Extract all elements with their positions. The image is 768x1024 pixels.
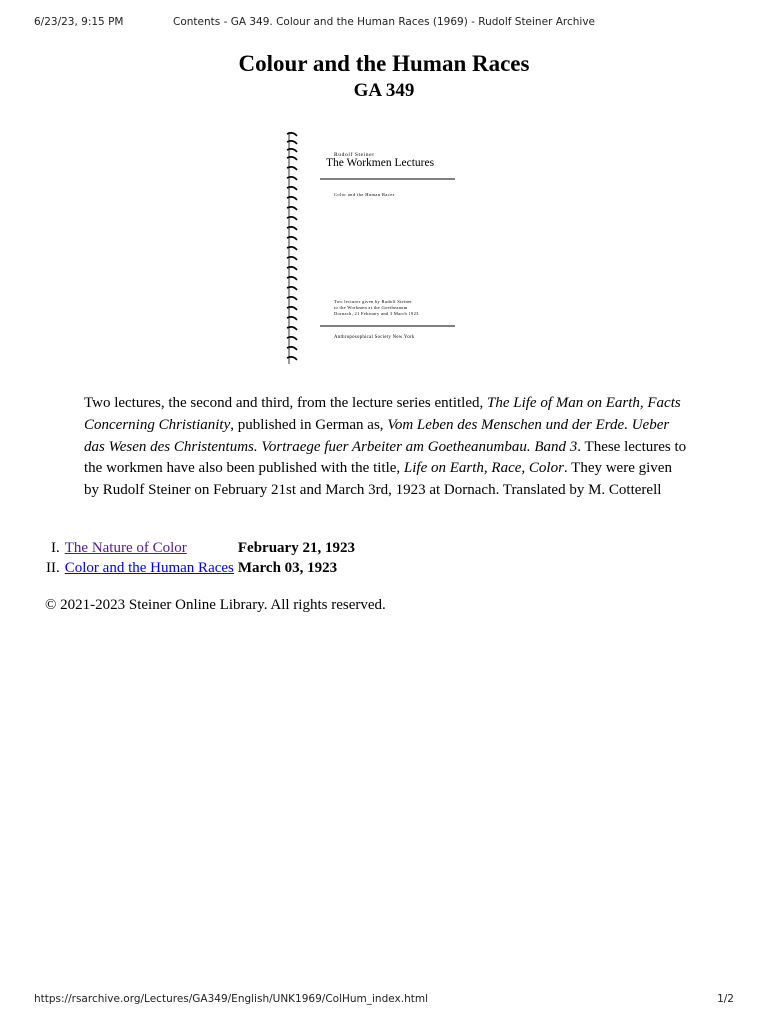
print-url: https://rsarchive.org/Lectures/GA349/English/UNK1969/ColHum_index.html xyxy=(34,993,429,1005)
lecture-number: I. xyxy=(51,540,60,556)
lecture-title-cell xyxy=(63,538,236,558)
lecture-title-cell xyxy=(63,558,236,578)
intro-series-title-en: The Life of Man on Earth, Facts Concerning Christianity xyxy=(84,395,681,433)
print-date: 6/23/23, 9:15 PM xyxy=(34,16,124,28)
intro-text-2: , published in German as, xyxy=(230,416,388,433)
lecture-link-color-and-human-races[interactable]: Color and the Human Races xyxy=(64,560,234,576)
intro-paragraph xyxy=(84,393,690,502)
intro-alt-title: Life on Earth, Race, Color xyxy=(403,460,564,477)
lecture-row xyxy=(44,538,357,558)
lecture-date: March 03, 1923 xyxy=(237,560,338,576)
cover-publisher: Anthroposophical Society New York xyxy=(334,335,415,340)
intro-series-title-de: Vom Leben des Menschen und der Erde. Ueber das Wesen des Christentums. Vortraege fuer Arbeiter am Goetheanumbau. Band 3 xyxy=(84,416,670,455)
book-cover-image xyxy=(284,128,464,368)
intro-text-3: . These lectures to the workmen have also been published with the title, xyxy=(84,438,687,477)
cover-note-line1: Two lectures given by Rudolf Steiner xyxy=(334,299,413,304)
lecture-row xyxy=(44,558,357,578)
print-page-title: Contents - GA 349. Colour and the Human Races (1969) - Rudolf Steiner Archive xyxy=(173,16,595,28)
print-footer xyxy=(34,993,734,1007)
copyright-notice: © 2021-2023 Steiner Online Library. All rights reserved. xyxy=(45,597,386,613)
page-subtitle: GA 349 xyxy=(353,80,415,101)
page-title: Colour and the Human Races xyxy=(238,51,530,76)
lecture-number: II. xyxy=(46,560,60,576)
lecture-date: February 21, 1923 xyxy=(237,540,355,556)
intro-text-4: . They were given by Rudolf Steiner on February 21st and March 3rd, 1923 at Dornach. Translated by M. Cotterell xyxy=(84,460,672,499)
book-cover-svg xyxy=(284,128,464,368)
cover-note-line3: Dornach, 21 February and 3 March 1923 xyxy=(334,311,419,316)
intro-text-1: Two lectures, the second and third, from the lecture series entitled, xyxy=(84,395,487,411)
lecture-list xyxy=(44,538,357,578)
spiral-binding xyxy=(287,132,297,364)
print-page-number: 1/2 xyxy=(717,993,734,1005)
cover-series: The Workmen Lectures xyxy=(326,157,435,169)
cover-note-line2: to the Workmen at the Goetheanum xyxy=(334,305,408,310)
lecture-link-nature-of-color[interactable]: The Nature of Color xyxy=(64,540,187,556)
cover-author: Rudolf Steiner xyxy=(334,152,375,158)
cover-book-title: Color and the Human Races xyxy=(334,192,395,197)
print-header xyxy=(34,16,734,30)
